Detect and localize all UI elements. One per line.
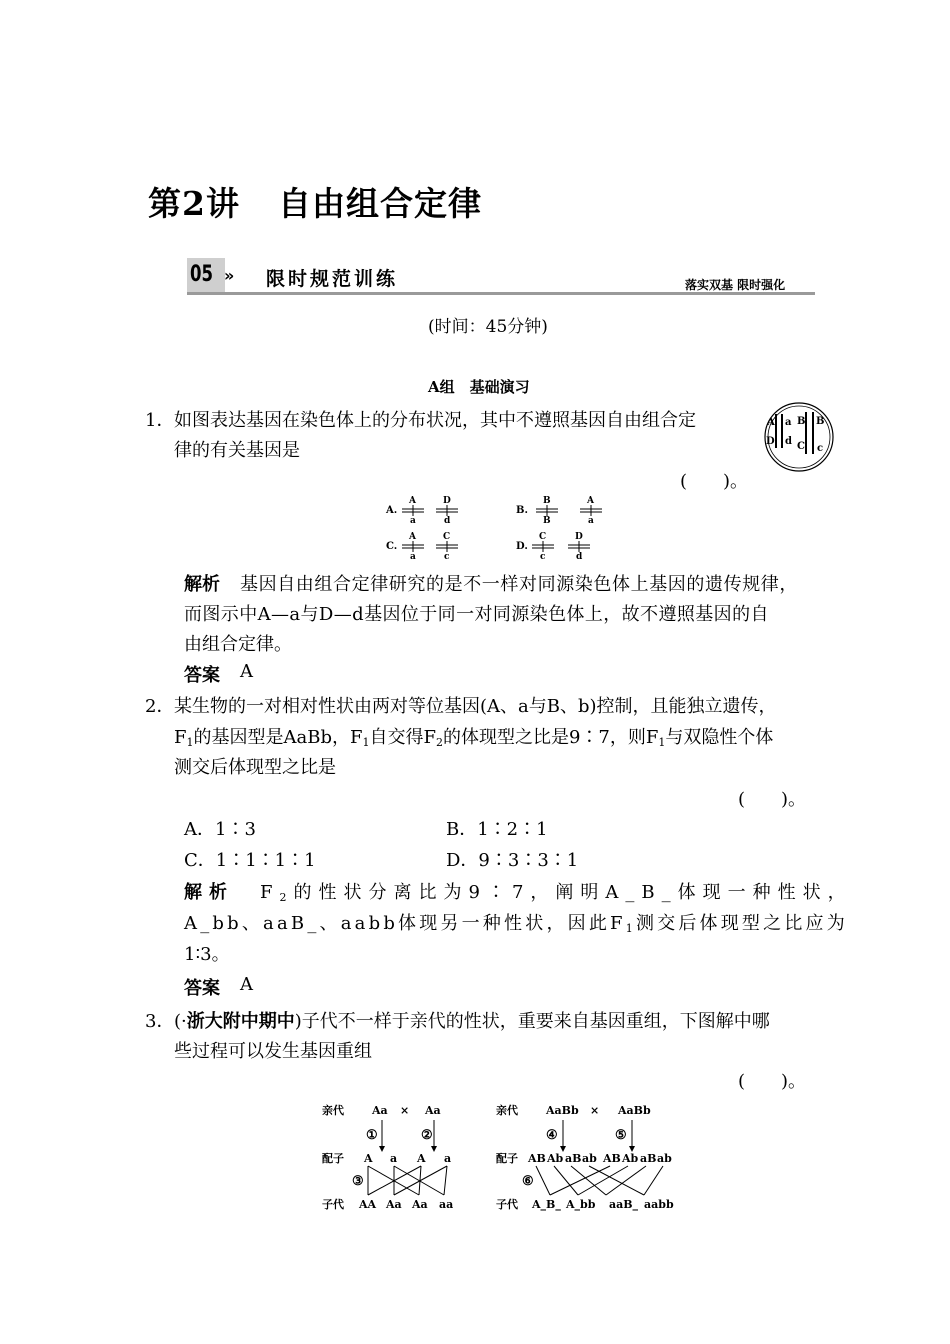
q1-opt-b-gene1: B [543,496,551,506]
banner-arrow-icon: » [224,266,235,285]
q1-opt-d-gene1: C [539,532,547,542]
q3r-gamete-label: 配子 [496,1152,518,1165]
q1-opt-d-gene4: d [576,552,583,560]
q1-analysis-label: 解析 [184,574,220,595]
q3-dihybrid-diagram [494,1096,678,1218]
q2-answer-label: 答案 [184,978,220,999]
q3l-gamete-3: A [417,1152,426,1165]
q3l-offspring-label: 子代 [322,1198,344,1211]
q1-opt-d-label: D. [516,541,528,552]
q3-monohybrid-diagram [318,1096,468,1218]
q3l-offspring-2: Aa [386,1198,402,1211]
q3r-cross: × [590,1104,600,1117]
group-heading: A组 基础演习 [428,378,530,396]
q1-opt-b-gene3: A [587,496,594,506]
q3r-gamete-5: AB [603,1152,621,1165]
q3r-offspring-3: aaB_ [609,1198,639,1211]
q1-opt-c-gene2: a [410,552,416,560]
q1-analysis-line3: 由组合定律。 [184,634,292,655]
q1-opt-a-gene4: d [444,516,451,526]
q1-opt-d-gene3: D [575,532,583,542]
q1-opt-c-gene1: A [409,532,416,542]
q3r-gamete-1: AB [528,1152,546,1165]
q2-text-line2: $F_1$的基因型是AaBb，$F_1$自交得$F_2$的体现型之比是9∶7，则$F_1$与双隐性个体 [174,727,774,749]
q2-analysis-line2: A_bb、aaB_、aabb体现另一种性状，因此$F_1$测交后体现型之比应为 [184,913,848,935]
q2-analysis-label: 解析 [184,882,234,903]
q3l-gamete-1: A [364,1152,373,1165]
q3r-gamete-2: Ab [547,1152,564,1165]
q1-opt-c-gene3: C [443,532,451,542]
q1-opt-b-gene2: B [543,516,551,526]
q1-opt-a-gene3: D [443,496,451,506]
cell-gene-a: a [785,417,792,428]
q3r-gamete-7: aB [640,1152,657,1165]
q3l-gamete-4: a [444,1152,452,1165]
q2-text-line3: 测交后体现型之比是 [174,757,336,778]
q3r-gamete-6: Ab [622,1152,639,1165]
q1-opt-c-label: C. [386,541,398,552]
banner-subtitle: 落实双基 限时强化 [685,278,786,292]
q2-option-b: B．1∶2∶1 [446,819,548,840]
chapter-topic: 自由组合定律 [277,184,482,223]
q2-answer-blank: ( )。 [738,789,807,810]
q1-cell-diagram [762,400,838,476]
q2-number: 2． [145,696,175,717]
q1-opt-a-label: A. [386,505,398,516]
q3l-offspring-3: Aa [412,1198,428,1211]
q3l-cross: × [400,1104,410,1117]
q3r-parent-2: AaBb [618,1104,651,1117]
q3l-step-3: ③ [352,1174,364,1189]
q3-text-line1: (·浙大附中期中)子代不一样于亲代的性状，重要来自基因重组，下图解中哪 [174,1011,770,1032]
q3r-step-5: ⑤ [615,1128,627,1143]
q1-opt-a-gene2: a [410,516,416,526]
cell-gene-C: C [797,441,805,452]
q3-number: 3． [145,1011,175,1032]
q1-opt-b-gene4: a [588,516,594,526]
q3l-parent-2: Aa [425,1104,441,1117]
q2-analysis-line3: 1∶3。 [184,944,230,965]
q1-text-line2: 律的有关基因是 [174,440,300,461]
cell-gene-c: c [817,443,824,454]
q1-answer-blank: ( )。 [680,471,749,492]
q1-answer-label: 答案 [184,665,220,686]
q3l-step-1: ① [366,1128,378,1143]
q2-option-c: C．1∶1∶1∶1 [184,850,316,871]
q2-option-a: A．1∶3 [184,819,256,840]
q3r-gamete-8: ab [657,1152,672,1165]
q2-answer: A [240,974,253,995]
q3r-offspring-2: A_bb [566,1198,596,1211]
q1-opt-b-label: B. [516,505,528,516]
q3-source: 浙大附中期中 [186,1011,295,1032]
q3l-parent-label: 亲代 [322,1104,344,1117]
q1-opt-d-gene2: c [540,552,546,560]
q1-text-line1: 如图表达基因在染色体上的分布状况，其中不遵照基因自由组合定 [174,410,696,431]
cell-gene-B1: B [797,416,806,427]
q3r-parent-1: AaBb [546,1104,579,1117]
q2-analysis-line1: $F_2$的性状分离比为9∶7，阐明A_B_体现一种性状， [260,882,853,904]
q3l-gamete-label: 配子 [322,1152,344,1165]
q1-answer: A [240,661,253,682]
cell-gene-D: D [766,436,775,447]
chapter-label: 第2讲 [148,184,240,223]
q3l-parent-1: Aa [372,1104,388,1117]
q2-option-d: D．9∶3∶3∶1 [446,850,579,871]
q1-opt-c-gene4: c [444,552,450,560]
q1-options-figure [380,492,620,560]
banner-title: 限时规范训练 [266,268,399,290]
cell-gene-d: d [785,436,792,447]
banner-divider [187,292,815,295]
q3r-step-6: ⑥ [522,1174,534,1189]
q3l-gamete-2: a [390,1152,398,1165]
cell-gene-A: A [767,417,775,428]
q3r-step-4: ④ [546,1128,558,1143]
page-title [148,178,482,225]
q1-analysis-line2: 而图示中A—a与D—d基因位于同一对同源染色体上，故不遵照基因的自 [184,604,769,625]
q3r-offspring-label: 子代 [496,1198,518,1211]
q1-number: 1． [145,410,175,431]
q3r-parent-label: 亲代 [496,1104,518,1117]
banner-number: 05 [190,262,213,287]
time-limit: (时间：45分钟) [428,317,548,337]
q3l-step-2: ② [421,1128,433,1143]
q3r-gamete-3: aB [565,1152,582,1165]
q3r-gamete-4: ab [582,1152,597,1165]
q3-text-line2: 些过程可以发生基因重组 [174,1041,372,1062]
q3l-offspring-4: aa [439,1198,454,1211]
q3r-offspring-4: aabb [644,1198,674,1211]
q3-answer-blank: ( )。 [738,1071,807,1092]
q1-opt-a-gene1: A [409,496,416,506]
q3l-offspring-1: AA [359,1198,377,1211]
q3r-offspring-1: A_B_ [532,1198,561,1211]
cell-gene-B2: B [816,416,825,427]
q1-analysis-line1: 基因自由组合定律研究的是不一样对同源染色体上基因的遗传规律， [240,574,798,595]
q2-text-line1: 某生物的一对相对性状由两对等位基因(A、a与B、b)控制，且能独立遗传， [174,696,777,717]
